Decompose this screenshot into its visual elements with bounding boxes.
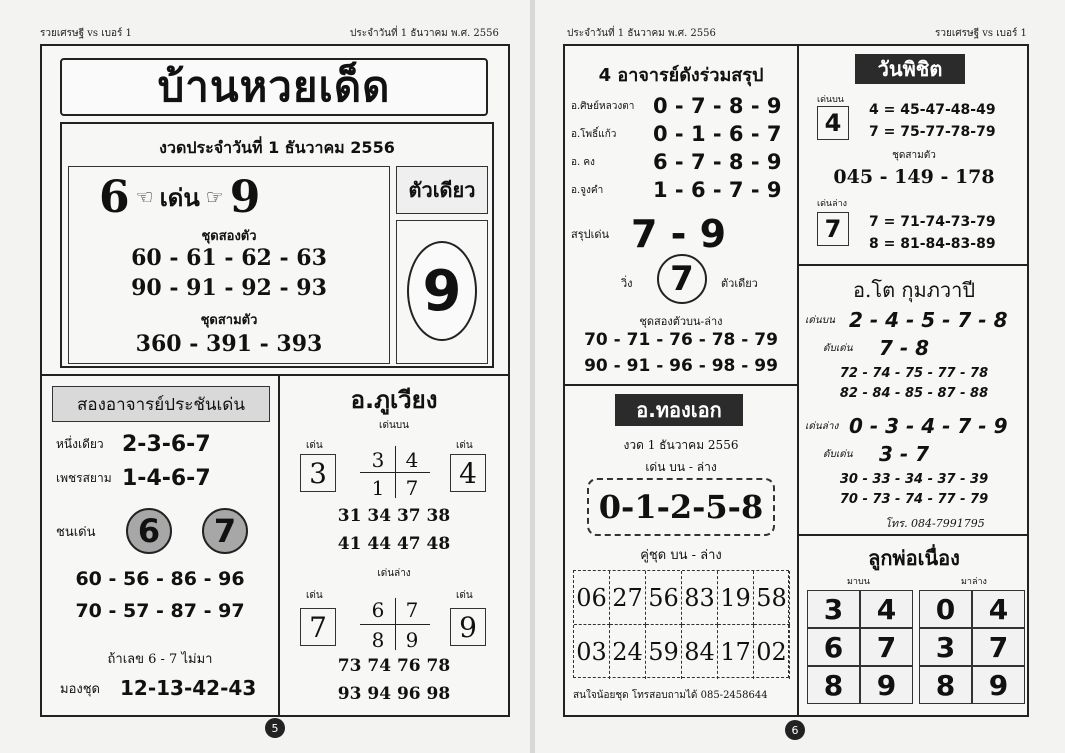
- bottom-right-box: [450, 608, 486, 646]
- lpn-left-grid: [807, 590, 913, 704]
- page-title: บ้านหวยเด็ด: [157, 62, 391, 111]
- lpn-cell: 4: [972, 590, 1025, 628]
- tongek-footer: สนใจน้อยชุด โทรสอบถามได้ 085-2458644: [573, 690, 768, 701]
- single-digit-badge: [407, 241, 477, 341]
- toe-bottom-pick-row: [823, 442, 929, 466]
- top-right-digit: 4: [459, 456, 477, 490]
- puwieng-top-label: เด่นบน: [379, 420, 409, 431]
- three-digit-label: ชุดสามตัว: [200, 313, 258, 328]
- wanpichit-bottom-label: เด่นล่าง: [817, 199, 848, 209]
- tongek-banner: [615, 394, 743, 426]
- toe-bottom-row-1: 30 - 33 - 34 - 37 - 39: [839, 472, 989, 487]
- pairs-row-1: 60 - 56 - 86 - 96: [75, 568, 245, 590]
- toe-bottom-label: เด่นล่าง: [805, 420, 839, 432]
- right-column-divider-1: [799, 264, 1029, 266]
- left-page: [0, 0, 530, 753]
- top-left-box: [300, 454, 336, 492]
- single-digit: 9: [422, 258, 462, 324]
- wanpichit-title: วันพิชิต: [877, 57, 943, 81]
- bottom-grid-cell: 9: [405, 628, 419, 652]
- top-line-1: 4 = 45-47-48-49: [869, 102, 996, 118]
- four-master-row: [571, 94, 781, 118]
- four-master-row: [571, 150, 781, 174]
- two-digit-row-2: 90 - 91 - 92 - 93: [131, 275, 327, 301]
- top-grid-cell: 1: [371, 476, 385, 500]
- header-left: รวยเศรษฐี vs เบอร์ 1: [40, 28, 132, 39]
- side-label-right: เด่น: [456, 590, 473, 601]
- bottom-digit: 7: [824, 215, 842, 243]
- four-master-value: 6 - 7 - 8 - 9: [653, 150, 782, 174]
- summary-label: สรุปเด่น: [571, 228, 610, 241]
- four-master-name: อ.จูงคำ: [571, 184, 604, 196]
- two-digit-label: ชุดสองตัว: [201, 229, 257, 244]
- pairs-grid: [573, 570, 789, 678]
- bottom-line-1: 7 = 71-74-73-79: [869, 214, 996, 230]
- lpn-cell: 8: [919, 666, 972, 704]
- run-digit: 7: [670, 259, 694, 299]
- top-digit: 4: [824, 109, 842, 137]
- toe-top-value: 2 - 4 - 5 - 7 - 8: [849, 308, 1008, 332]
- tongek-draw: งวด 1 ธันวาคม 2556: [623, 438, 739, 452]
- pair-cell: 27: [610, 571, 646, 625]
- four-masters-title: 4 อาจารย์ดังร่วมสรุป: [598, 65, 764, 86]
- lpn-cell: 7: [860, 628, 913, 666]
- master-name: หนึ่งเดียว: [56, 437, 104, 451]
- bottom-left-digit: 7: [309, 610, 327, 644]
- pair-cell: 58: [754, 571, 790, 625]
- four-master-name: อ. คง: [571, 156, 595, 168]
- right-page: [535, 0, 1065, 753]
- lpn-cell: 3: [807, 590, 860, 628]
- left-column-divider: [565, 384, 797, 386]
- bottom-row-2: 93 94 96 98: [337, 684, 451, 704]
- pair-cell: 02: [754, 625, 790, 679]
- single-label-box: [396, 166, 488, 214]
- summary-row: [571, 212, 726, 256]
- tongek-value: 0-1-2-5-8: [598, 488, 764, 526]
- top-digit-box: [817, 106, 849, 140]
- lpn-top-label: มาบน: [847, 577, 870, 587]
- pair-cell: 84: [682, 625, 718, 679]
- watch-label: มองชุด: [60, 681, 100, 697]
- title-box: [60, 58, 488, 116]
- lpn-right-grid: [919, 590, 1025, 704]
- toe-top-row-2: 82 - 84 - 85 - 87 - 88: [839, 386, 989, 401]
- champion-b: 7: [213, 512, 237, 550]
- three-set-label: ชุดสามตัว: [892, 150, 936, 161]
- wanpichit-banner: [855, 54, 965, 84]
- single-label: ตัวเดียว: [408, 178, 476, 202]
- champion-a-badge: [126, 508, 172, 554]
- two-masters-banner: [52, 386, 270, 422]
- top-left-digit: 3: [309, 456, 327, 490]
- top-grid-cell: 7: [405, 476, 419, 500]
- champion-a: 6: [137, 512, 161, 550]
- page-number-right: 6: [785, 720, 805, 740]
- pair-row-1: 70 - 71 - 76 - 78 - 79: [584, 330, 778, 350]
- toe-phone: โทร. 084-7991795: [885, 517, 985, 530]
- four-master-name: อ.โพธิ์แก้ว: [571, 128, 617, 140]
- bottom-digit-box: [817, 212, 849, 246]
- top-right-box: [450, 454, 486, 492]
- bottom-row-1: 73 74 76 78: [337, 656, 451, 676]
- bottom-grid-cell: 7: [405, 598, 419, 622]
- toe-bottom-row-2: 70 - 73 - 74 - 77 - 79: [839, 492, 989, 507]
- watch-value: 12-13-42-43: [120, 676, 257, 700]
- lpn-title: ลูกพ่อเนื่อง: [868, 546, 960, 570]
- toe-bottom-value: 0 - 3 - 4 - 7 - 9: [849, 414, 1008, 438]
- lpn-cell: 0: [919, 590, 972, 628]
- toe-pick-label: ดับเด่น: [823, 342, 853, 354]
- left-frame: [40, 44, 510, 717]
- right-frame: [563, 44, 1029, 717]
- right-column-divider-2: [799, 534, 1029, 536]
- run-badge: [657, 254, 707, 304]
- champion-label: ชนเด่น: [56, 524, 96, 540]
- pair-row-2: 90 - 91 - 96 - 98 - 99: [584, 356, 778, 376]
- toe-top-pick: 7 - 8: [879, 336, 930, 360]
- lpn-cell: 8: [807, 666, 860, 704]
- hand-right-icon: ☜: [135, 185, 154, 209]
- top-row-2: 41 44 47 48: [337, 534, 451, 554]
- top-line-2: 7 = 75-77-78-79: [869, 124, 996, 140]
- master-value: 1-4-6-7: [122, 466, 211, 491]
- four-master-value: 0 - 7 - 8 - 9: [653, 94, 782, 118]
- pair-cell: 03: [574, 625, 610, 679]
- toe-top-row-1: 72 - 74 - 75 - 77 - 78: [839, 366, 989, 381]
- top-section: [60, 122, 494, 368]
- top-grid-cell: 4: [405, 448, 419, 472]
- three-set-value: 045 - 149 - 178: [833, 166, 995, 188]
- pair-cell: 56: [646, 571, 682, 625]
- pairs-label: คู่ชุด บน - ล่าง: [640, 548, 722, 563]
- page-number-left: 5: [265, 718, 285, 738]
- pair-cell: 83: [682, 571, 718, 625]
- four-master-row: [571, 178, 781, 202]
- lpn-cell: 3: [919, 628, 972, 666]
- hand-left-icon: ☞: [205, 185, 224, 209]
- four-master-name: อ.ศิษย์หลวงตา: [571, 100, 635, 112]
- summary-value: 7 - 9: [631, 212, 727, 256]
- four-master-value: 0 - 1 - 6 - 7: [653, 122, 782, 146]
- champion-row: [56, 508, 248, 554]
- lpn-cell: 9: [860, 666, 913, 704]
- puwieng-title: อ.ภูเวียง: [350, 386, 438, 414]
- toe-bottom-row: [805, 414, 1008, 438]
- bottom-right-digit: 9: [459, 610, 477, 644]
- toe-top-label: เด่นบน: [805, 314, 835, 326]
- master-value: 2-3-6-7: [122, 432, 211, 457]
- bottom-grid-cell: 6: [371, 598, 385, 622]
- lead-left-digit: 6: [99, 171, 130, 223]
- single-label: ตัวเดียว: [721, 277, 758, 290]
- lead-row: [99, 173, 260, 221]
- tongek-title: อ.ทองเอก: [636, 398, 722, 422]
- top-grid-cell: 3: [371, 448, 385, 472]
- lpn-cell: 6: [807, 628, 860, 666]
- run-label: วิ่ง: [621, 277, 633, 290]
- lpn-cell: 7: [972, 628, 1025, 666]
- toe-pick-label: ดับเด่น: [823, 448, 853, 460]
- champion-b-badge: [202, 508, 248, 554]
- tongek-sub: เด่น บน - ล่าง: [645, 460, 717, 474]
- four-master-value: 1 - 6 - 7 - 9: [653, 178, 782, 202]
- puwieng-bottom-label: เด่นล่าง: [377, 568, 411, 579]
- header-right: รวยเศรษฐี vs เบอร์ 1: [935, 28, 1027, 39]
- master-row-2: [56, 466, 211, 491]
- toe-top-row: [805, 308, 1008, 332]
- pairs-row-2: 70 - 57 - 87 - 97: [75, 600, 245, 622]
- pair-cell: 17: [718, 625, 754, 679]
- master-row-1: [56, 432, 211, 457]
- top-row-1: 31 34 37 38: [337, 506, 451, 526]
- pair-label: ชุดสองตัวบน-ล่าง: [639, 315, 723, 328]
- pair-cell: 59: [646, 625, 682, 679]
- bottom-line-2: 8 = 81-84-83-89: [869, 236, 996, 252]
- lpn-cell: 4: [860, 590, 913, 628]
- main-panel: [68, 166, 390, 364]
- watch-row: [60, 676, 256, 700]
- four-master-row: [571, 122, 781, 146]
- toe-top-pick-row: [823, 336, 929, 360]
- toe-title: อ.โต กุมภวาปี: [852, 278, 976, 302]
- bottom-left-box: [300, 608, 336, 646]
- section-divider: [42, 374, 508, 376]
- side-label-right: เด่น: [456, 440, 473, 451]
- tongek-value-box: [587, 478, 775, 536]
- side-label-left: เด่น: [306, 590, 323, 601]
- lpn-bottom-label: มาล่าง: [961, 577, 987, 587]
- header-date: ประจำวันที่ 1 ธันวาคม พ.ศ. 2556: [350, 28, 499, 39]
- pair-cell: 24: [610, 625, 646, 679]
- master-name: เพชรสยาม: [56, 471, 112, 485]
- missing-note: ถ้าเลข 6 - 7 ไม่มา: [107, 652, 213, 667]
- three-digit-row: 360 - 391 - 393: [135, 331, 323, 357]
- side-label-left: เด่น: [306, 440, 323, 451]
- lead-word: เด่น: [159, 183, 200, 212]
- single-value-box: [396, 220, 488, 364]
- two-digit-row-1: 60 - 61 - 62 - 63: [131, 245, 327, 271]
- header-date: ประจำวันที่ 1 ธันวาคม พ.ศ. 2556: [567, 28, 716, 39]
- draw-line: งวดประจำวันที่ 1 ธันวาคม 2556: [159, 138, 395, 157]
- toe-bottom-pick: 3 - 7: [879, 442, 930, 466]
- pair-cell: 06: [574, 571, 610, 625]
- bottom-grid-cell: 8: [371, 628, 385, 652]
- lpn-cell: 9: [972, 666, 1025, 704]
- wanpichit-top-label: เด่นบน: [817, 95, 844, 105]
- two-masters-title: สองอาจารย์ประชันเด่น: [77, 394, 245, 415]
- lead-right-digit: 9: [229, 171, 261, 223]
- pair-cell: 19: [718, 571, 754, 625]
